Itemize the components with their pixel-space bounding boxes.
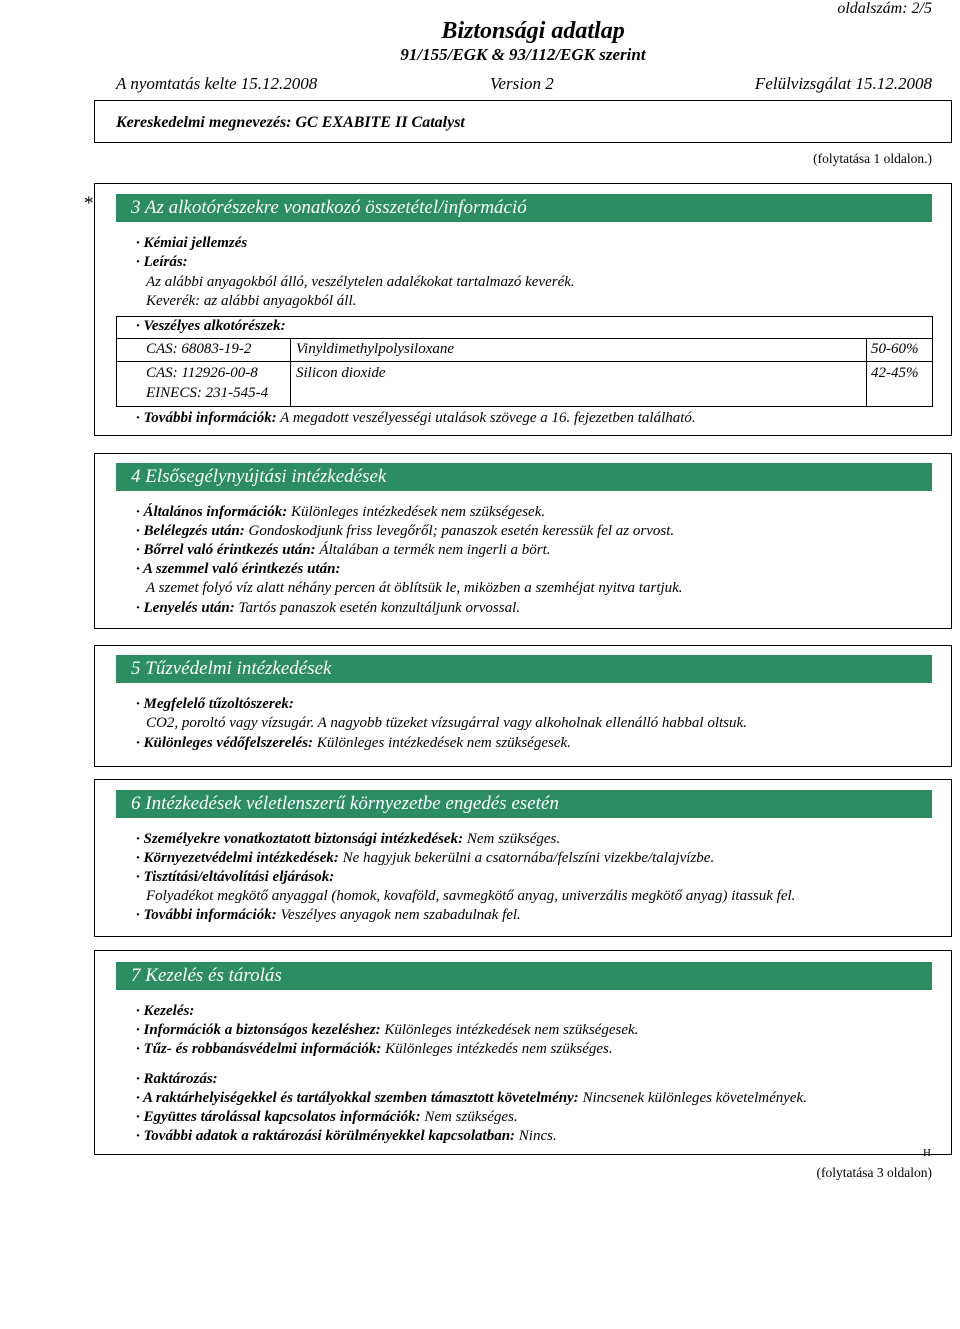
document-title: Biztonsági adatlap <box>441 18 625 44</box>
description-line-1: Az alábbi anyagokból álló, veszélytelen adalékokat tartalmazó keverék. <box>146 274 575 290</box>
continued-from: (folytatása 1 oldalon.) <box>813 151 932 166</box>
further-storage-info: · További adatok a raktározási körülményekkel kapcsolatban: Nincs. <box>136 1128 557 1144</box>
description-label: · Leírás: <box>136 254 188 270</box>
table-row-2-percent: 42-45% <box>871 365 919 381</box>
continued-to: (folytatása 3 oldalon) <box>816 1165 932 1180</box>
trade-name-box <box>94 100 952 143</box>
table-row-1-percent: 50-60% <box>871 341 919 357</box>
cleaning-methods-text: Folyadékot megkötő anyaggal (homok, kovaföld, savmegkötő anyag, univerzális megkötő anyag) itassuk fel. <box>146 888 796 904</box>
document-subtitle: 91/155/EGK & 93/112/EGK szerint <box>400 45 646 64</box>
section-5-header: 5 Tűzvédelmi intézkedések <box>116 655 932 683</box>
common-storage: · Együttes tárolással kapcsolatos információk: Nem szükséges. <box>136 1109 518 1125</box>
table-row-1-cas: CAS: 68083-19-2 <box>146 341 252 357</box>
general-information: · Általános információk: Különleges intézkedések nem szükségesek. <box>136 504 546 520</box>
table-row-2-name: Silicon dioxide <box>296 365 386 381</box>
extinguishing-media-label: · Megfelelő tűzoltószerek: <box>136 696 294 712</box>
after-inhalation: · Belélegzés után: Gondoskodjunk friss levegőről; panaszok esetén keressük fel az orvost. <box>136 523 675 539</box>
storage-label: · Raktározás: <box>136 1071 218 1087</box>
storage-requirements: · A raktárhelyiségekkel és tartályokkal szemben támasztott követelmény: Nincsenek különleges követelmények. <box>136 1090 807 1106</box>
after-skin-contact: · Bőrrel való érintkezés után: Általában a termék nem ingerli a bört. <box>136 542 551 558</box>
after-eye-contact-text: A szemet folyó víz alatt néhány percen át öblítsük le, miközben a szemhéjat nyitva tartjuk. <box>146 580 683 596</box>
section-3-header: 3 Az alkotórészekre vonatkozó összetétel/információ <box>116 194 932 222</box>
change-asterisk: * <box>84 193 94 214</box>
after-eye-contact-label: · A szemmel való érintkezés után: <box>136 561 341 577</box>
footer-mark: H <box>923 1147 931 1159</box>
additional-information: · További információk: A megadott veszélyességi utalások szövege a 16. fejezetben található. <box>136 410 696 426</box>
extinguishing-media-text: CO2, poroltó vagy vízsugár. A nagyobb tüzeket vízsugárral vagy alkoholnak ellenálló habbal oltsuk. <box>146 715 747 731</box>
after-ingestion: · Lenyelés után: Tartós panaszok esetén konzultáljunk orvossal. <box>136 600 521 616</box>
hazardous-components-label: · Veszélyes alkotórészek: <box>136 318 286 334</box>
section-6-header: 6 Intézkedések véletlenszerű környezetbe engedés esetén <box>116 790 932 818</box>
print-date: A nyomtatás kelte 15.12.2008 <box>116 74 318 93</box>
safe-handling: · Információk a biztonságos kezeléshez: Különleges intézkedések nem szükségesek. <box>136 1022 639 1038</box>
chemical-characterization: · Kémiai jellemzés <box>136 235 248 251</box>
protective-equipment: · Különleges védőfelszerelés: Különleges intézkedések nem szükségesek. <box>136 735 571 751</box>
description-line-2: Keverék: az alábbi anyagokból áll. <box>146 293 357 309</box>
environmental-precautions: · Környezetvédelmi intézkedések: Ne hagyjuk bekerülni a csatornába/felszíni vizekbe/talajvízbe. <box>136 850 715 866</box>
revision-date: Felülvizsgálat 15.12.2008 <box>754 74 932 93</box>
section-4-header: 4 Elsősegélynyújtási intézkedések <box>116 463 932 491</box>
handling-label: · Kezelés: <box>136 1003 195 1019</box>
table-row-1-name: Vinyldimethylpolysiloxane <box>296 341 455 357</box>
trade-name: Kereskedelmi megnevezés: GC EXABITE II Catalyst <box>116 114 465 131</box>
version: Version 2 <box>490 74 554 93</box>
table-row-2-einecs: EINECS: 231-545-4 <box>146 385 269 401</box>
personal-precautions: · Személyekre vonatkoztatott biztonsági intézkedések: Nem szükséges. <box>136 831 561 847</box>
section-7-header: 7 Kezelés és tárolás <box>116 962 932 990</box>
page-number: oldalszám: 2/5 <box>837 0 932 17</box>
table-row-2-cas: CAS: 112926-00-8 <box>146 365 258 381</box>
section-6-additional-information: · További információk: Veszélyes anyagok nem szabadulnak fel. <box>136 907 521 923</box>
cleaning-methods-label: · Tisztítási/eltávolítási eljárások: <box>136 869 335 885</box>
fire-explosion-protection: · Tűz- és robbanásvédelmi információk: Különleges intézkedés nem szükséges. <box>136 1041 613 1057</box>
